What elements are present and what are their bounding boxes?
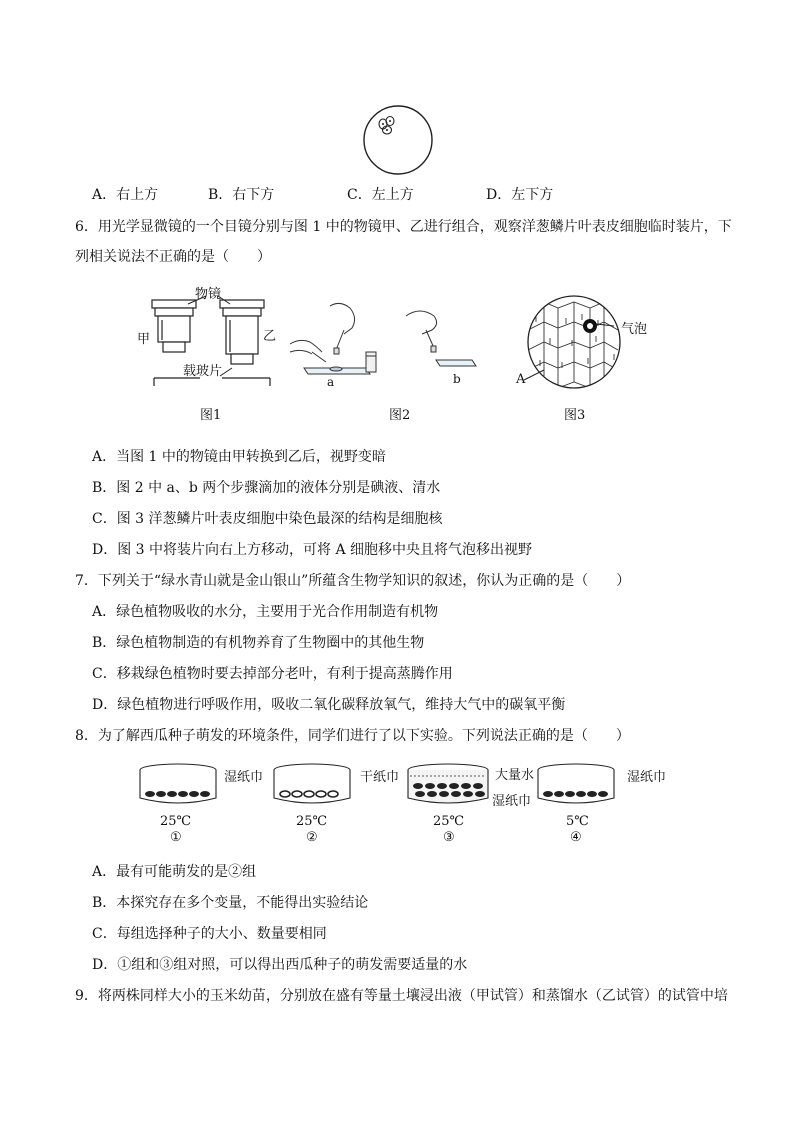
q5-option-c: C．左上方 — [347, 187, 414, 203]
dish-3 — [408, 764, 488, 803]
q7-option-c: C．移栽绿色植物时要去掉部分老叶，有利于提高蒸腾作用 — [92, 666, 453, 682]
cell-cluster — [379, 117, 394, 135]
q8-option-a: A．最有可能萌发的是②组 — [92, 864, 257, 880]
q9-stem: 9．将两株同样大小的玉米幼苗，分别放在盛有等量土壤浸出液（甲试管）和蒸馏水（乙试管）的试管中培 — [75, 988, 728, 1004]
q6-option-a: A．当图 1 中的物镜由甲转换到乙后，视野变暗 — [92, 449, 386, 465]
dish-1 — [140, 764, 216, 803]
q8-option-c: C．每组选择种子的大小、数量要相同 — [92, 926, 327, 942]
q7-option-d: D．绿色植物进行呼吸作用，吸收二氧化碳释放氧气，维持大气中的碳氧平衡 — [92, 697, 566, 713]
dish3-temp: 25℃ — [433, 814, 465, 829]
dish2-temp: 25℃ — [296, 814, 328, 829]
fig3-label-a: A — [516, 372, 526, 387]
q6-stem-line1: 6．用光学显微镜的一个目镜分别与图 1 中的物镜甲、乙进行组合，观察洋葱鳞片叶表皮细胞临时装片，下 — [75, 219, 732, 235]
air-bubble — [583, 319, 597, 333]
dish1-label: 湿纸巾 — [224, 770, 264, 785]
dish-2 — [274, 764, 350, 803]
dish3-label-bottom: 湿纸巾 — [492, 794, 532, 809]
dish4-label: 湿纸巾 — [627, 770, 667, 785]
step-a-illustration — [290, 303, 376, 374]
dish1-temp: 25℃ — [160, 814, 192, 829]
dish2-label: 干纸巾 — [360, 770, 400, 785]
dish4-temp: 5℃ — [566, 814, 589, 829]
fig3-caption: 图3 — [564, 408, 586, 423]
q7-option-b: B．绿色植物制造的有机物养育了生物圈中的其他生物 — [92, 635, 425, 651]
step-b-illustration — [406, 311, 476, 366]
figure-3-cells — [510, 290, 630, 400]
fig1-label-yi: 乙 — [263, 329, 277, 344]
q8-stem: 8．为了解西瓜种子萌发的环境条件，同学们进行了以下实验。下列说法正确的是（ ） — [75, 728, 630, 744]
dish2-num: ② — [306, 830, 318, 845]
dish4-num: ④ — [570, 830, 582, 845]
fig1-label-jia: 甲 — [137, 332, 151, 347]
objective-jia — [152, 300, 196, 352]
q6-option-d: D．图 3 中将装片向右上方移动，可将 A 细胞移中央且将气泡移出视野 — [92, 542, 533, 558]
fig1-caption: 图1 — [200, 408, 222, 423]
q6-stem-line2: 列相关说法不正确的是（ ） — [75, 249, 271, 265]
q8-option-d: D．①组和③组对照，可以得出西瓜种子的萌发需要适量的水 — [92, 957, 468, 973]
q8-option-b: B．本探究存在多个变量，不能得出实验结论 — [92, 895, 369, 911]
dish3-label-top: 大量水 — [495, 768, 535, 783]
fig2-caption: 图2 — [389, 408, 411, 423]
q7-stem: 7．下列关于“绿水青山就是金山银山”所蕴含生物学知识的叙述，你认为正确的是（ ） — [75, 573, 631, 589]
fig2-label-a: a — [327, 375, 335, 389]
fig1-label-objective: 物镜 — [195, 287, 222, 302]
q5-option-b: B．右下方 — [208, 187, 275, 203]
q7-option-a: A．绿色植物吸收的水分，主要用于光合作用制造有机物 — [92, 604, 439, 620]
fig3-label-bubble: 气泡 — [621, 322, 648, 337]
q6-option-b: B．图 2 中 a、b 两个步骤滴加的液体分别是碘液、清水 — [92, 480, 441, 496]
q6-option-c: C．图 3 洋葱鳞片叶表皮细胞中染色最深的结构是细胞核 — [92, 511, 443, 527]
objective-yi — [220, 300, 264, 364]
q5-option-a: A．右上方 — [92, 187, 159, 203]
dish1-num: ① — [170, 830, 182, 845]
fig2-label-b: b — [453, 372, 461, 386]
fig1-label-slide: 载玻片 — [183, 364, 223, 379]
dish3-num: ③ — [443, 830, 455, 845]
field-of-view-figure — [360, 102, 436, 178]
dish-4 — [538, 764, 614, 803]
q5-option-d: D．左下方 — [486, 187, 554, 203]
